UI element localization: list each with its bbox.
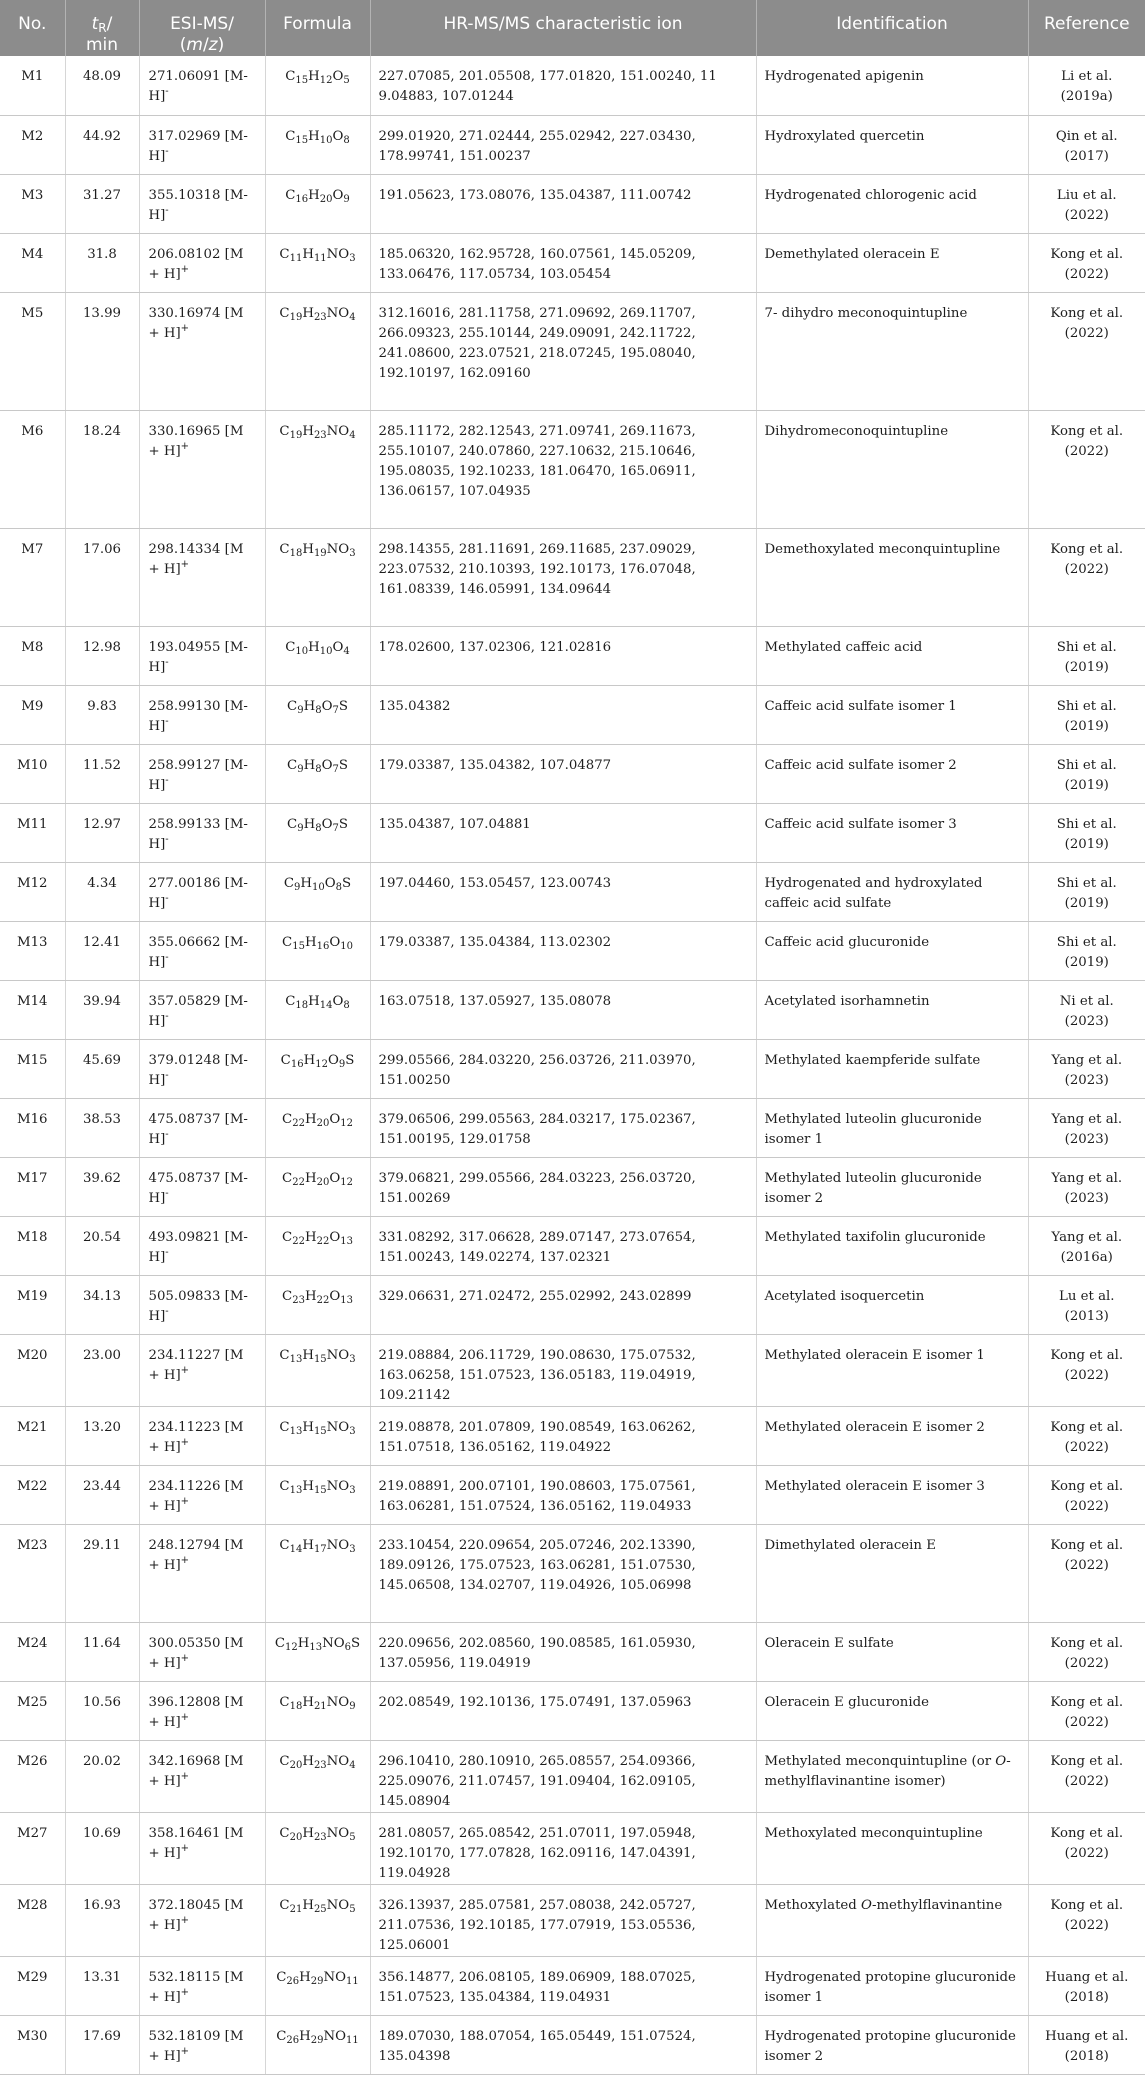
- cell-hrms-ions: 329.06631, 271.02472, 255.02992, 243.02899: [370, 1275, 756, 1334]
- cell-hrms-ions: 326.13937, 285.07581, 257.08038, 242.05727, 211.07536, 192.10185, 177.07919, 153.05536, 125.06001: [370, 1884, 756, 1956]
- cell-no: M19: [0, 1275, 65, 1334]
- cell-formula: $C_{16}H_{12}O_9S$: [265, 1039, 370, 1098]
- cell-esi-ms: 206.08102 [M + H]+: [139, 233, 265, 292]
- cell-identification: Hydroxylated quercetin: [756, 115, 1028, 174]
- cell-hrms-ions: 296.10410, 280.10910, 265.08557, 254.09366, 225.09076, 211.07457, 191.09404, 162.09105, 145.08904: [370, 1740, 756, 1812]
- cell-reference: Shi et al. (2019): [1028, 744, 1145, 803]
- cell-identification: Hydrogenated apigenin: [756, 56, 1028, 115]
- cell-retention-time: 13.99: [65, 292, 139, 410]
- cell-identification: Methylated luteolin glucuronide isomer 1: [756, 1098, 1028, 1157]
- cell-esi-ms: 277.00186 [M-H]-: [139, 862, 265, 921]
- cell-formula: $C_{10}H_{10}O_4$: [265, 626, 370, 685]
- cell-no: M17: [0, 1157, 65, 1216]
- cell-retention-time: 31.27: [65, 174, 139, 233]
- cell-esi-ms: 248.12794 [M + H]+: [139, 1524, 265, 1622]
- cell-reference: Shi et al. (2019): [1028, 862, 1145, 921]
- cell-esi-ms: 396.12808 [M + H]+: [139, 1681, 265, 1740]
- cell-formula: $C_{22}H_{22}O_{13}$: [265, 1216, 370, 1275]
- cell-identification: Methylated taxifolin glucuronide: [756, 1216, 1028, 1275]
- table-row: [0, 1681, 1145, 1740]
- cell-retention-time: 13.20: [65, 1406, 139, 1465]
- header-reference-label: Reference: [1043, 14, 1130, 34]
- cell-formula: $C_{12}H_{13}NO_6S$: [265, 1622, 370, 1681]
- cell-reference: Kong et al. (2022): [1028, 233, 1145, 292]
- cell-identification: Caffeic acid sulfate isomer 2: [756, 744, 1028, 803]
- cell-esi-ms: 234.11226 [M + H]+: [139, 1465, 265, 1524]
- cell-hrms-ions: 185.06320, 162.95728, 160.07561, 145.05209, 133.06476, 117.05734, 103.05454: [370, 233, 756, 292]
- table-row: [0, 410, 1145, 528]
- cell-esi-ms: 493.09821 [M-H]-: [139, 1216, 265, 1275]
- table-row: [0, 862, 1145, 921]
- cell-no: M21: [0, 1406, 65, 1465]
- cell-retention-time: 17.69: [65, 2015, 139, 2074]
- table-row: [0, 1465, 1145, 1524]
- cell-hrms-ions: 219.08891, 200.07101, 190.08603, 175.07561, 163.06281, 151.07524, 136.05162, 119.04933: [370, 1465, 756, 1524]
- cell-formula: $C_{14}H_{17}NO_3$: [265, 1524, 370, 1622]
- cell-formula: $C_{18}H_{21}NO_9$: [265, 1681, 370, 1740]
- cell-identification: Acetylated isorhamnetin: [756, 980, 1028, 1039]
- cell-retention-time: 17.06: [65, 528, 139, 626]
- cell-reference: Kong et al. (2022): [1028, 528, 1145, 626]
- cell-esi-ms: 355.06662 [M-H]-: [139, 921, 265, 980]
- cell-reference: Qin et al. (2017): [1028, 115, 1145, 174]
- table-row: [0, 685, 1145, 744]
- table-row: [0, 115, 1145, 174]
- cell-reference: Yang et al. (2016a): [1028, 1216, 1145, 1275]
- cell-esi-ms: 258.99130 [M-H]-: [139, 685, 265, 744]
- cell-retention-time: 23.00: [65, 1334, 139, 1406]
- cell-identification: Oleracein E sulfate: [756, 1622, 1028, 1681]
- cell-no: M29: [0, 1956, 65, 2015]
- header-esi-label: ESI-MS/ (m/z): [170, 14, 234, 55]
- cell-reference: Yang et al. (2023): [1028, 1039, 1145, 1098]
- cell-retention-time: 44.92: [65, 115, 139, 174]
- cell-no: M13: [0, 921, 65, 980]
- table-row: [0, 1812, 1145, 1884]
- cell-identification: Methylated oleracein E isomer 1: [756, 1334, 1028, 1406]
- cell-identification: Caffeic acid sulfate isomer 3: [756, 803, 1028, 862]
- table-row: [0, 292, 1145, 410]
- table-row: [0, 1275, 1145, 1334]
- cell-no: M2: [0, 115, 65, 174]
- cell-identification: Methylated caffeic acid: [756, 626, 1028, 685]
- table-row: [0, 1740, 1145, 1812]
- cell-identification: Demethoxylated meconquintupline: [756, 528, 1028, 626]
- cell-retention-time: 18.24: [65, 410, 139, 528]
- cell-esi-ms: 532.18109 [M + H]+: [139, 2015, 265, 2074]
- cell-no: M23: [0, 1524, 65, 1622]
- cell-esi-ms: 298.14334 [M + H]+: [139, 528, 265, 626]
- cell-identification: Hydrogenated protopine glucuronide isomer 2: [756, 2015, 1028, 2074]
- cell-no: M15: [0, 1039, 65, 1098]
- cell-retention-time: 12.97: [65, 803, 139, 862]
- cell-esi-ms: 355.10318 [M-H]-: [139, 174, 265, 233]
- cell-identification: Methylated luteolin glucuronide isomer 2: [756, 1157, 1028, 1216]
- table-row: [0, 1098, 1145, 1157]
- table-body: [0, 56, 1145, 2074]
- cell-retention-time: 34.13: [65, 1275, 139, 1334]
- cell-identification: Demethylated oleracein E: [756, 233, 1028, 292]
- cell-reference: Shi et al. (2019): [1028, 921, 1145, 980]
- header-formula: [265, 0, 370, 56]
- table-row: [0, 1884, 1145, 1956]
- cell-hrms-ions: 135.04382: [370, 685, 756, 744]
- cell-hrms-ions: 281.08057, 265.08542, 251.07011, 197.05948, 192.10170, 177.07828, 162.09116, 147.04391, 119.04928: [370, 1812, 756, 1884]
- cell-retention-time: 4.34: [65, 862, 139, 921]
- cell-no: M7: [0, 528, 65, 626]
- table-header-row: [0, 0, 1145, 56]
- cell-esi-ms: 532.18115 [M + H]+: [139, 1956, 265, 2015]
- cell-retention-time: 48.09: [65, 56, 139, 115]
- cell-formula: $C_{19}H_{23}NO_4$: [265, 292, 370, 410]
- cell-retention-time: 10.69: [65, 1812, 139, 1884]
- cell-esi-ms: 234.11223 [M + H]+: [139, 1406, 265, 1465]
- cell-identification: Methylated meconquintupline (or O-methylflavinantine isomer): [756, 1740, 1028, 1812]
- cell-esi-ms: 330.16974 [M + H]+: [139, 292, 265, 410]
- cell-hrms-ions: 178.02600, 137.02306, 121.02816: [370, 626, 756, 685]
- cell-hrms-ions: 227.07085, 201.05508, 177.01820, 151.00240, 11 9.04883, 107.01244: [370, 56, 756, 115]
- cell-formula: $C_{19}H_{23}NO_4$: [265, 410, 370, 528]
- cell-no: M16: [0, 1098, 65, 1157]
- cell-no: M4: [0, 233, 65, 292]
- cell-identification: Methylated oleracein E isomer 2: [756, 1406, 1028, 1465]
- cell-esi-ms: 300.05350 [M + H]+: [139, 1622, 265, 1681]
- cell-identification: Hydrogenated chlorogenic acid: [756, 174, 1028, 233]
- cell-reference: Kong et al. (2022): [1028, 1740, 1145, 1812]
- cell-reference: Kong et al. (2022): [1028, 1884, 1145, 1956]
- cell-formula: $C_9H_8O_7S$: [265, 744, 370, 803]
- header-esi-ms: [139, 0, 265, 56]
- cell-formula: $C_{21}H_{25}NO_5$: [265, 1884, 370, 1956]
- cell-reference: Kong et al. (2022): [1028, 1406, 1145, 1465]
- cell-esi-ms: 271.06091 [M-H]-: [139, 56, 265, 115]
- cell-no: M12: [0, 862, 65, 921]
- cell-retention-time: 38.53: [65, 1098, 139, 1157]
- cell-retention-time: 20.02: [65, 1740, 139, 1812]
- cell-hrms-ions: 331.08292, 317.06628, 289.07147, 273.07654, 151.00243, 149.02274, 137.02321: [370, 1216, 756, 1275]
- cell-identification: Dihydromeconoquintupline: [756, 410, 1028, 528]
- cell-no: M26: [0, 1740, 65, 1812]
- header-hrms-label: HR-MS/MS characteristic ion: [443, 14, 683, 34]
- cell-retention-time: 39.94: [65, 980, 139, 1039]
- cell-no: M22: [0, 1465, 65, 1524]
- cell-formula: $C_{15}H_{16}O_{10}$: [265, 921, 370, 980]
- cell-hrms-ions: 191.05623, 173.08076, 135.04387, 111.00742: [370, 174, 756, 233]
- cell-formula: $C_{22}H_{20}O_{12}$: [265, 1157, 370, 1216]
- cell-no: M8: [0, 626, 65, 685]
- cell-esi-ms: 330.16965 [M + H]+: [139, 410, 265, 528]
- cell-no: M3: [0, 174, 65, 233]
- cell-no: M10: [0, 744, 65, 803]
- cell-formula: $C_{26}H_{29}NO_{11}$: [265, 1956, 370, 2015]
- cell-formula: $C_9H_{10}O_8S$: [265, 862, 370, 921]
- cell-esi-ms: 193.04955 [M-H]-: [139, 626, 265, 685]
- cell-reference: Li et al. (2019a): [1028, 56, 1145, 115]
- cell-formula: $C_{20}H_{23}NO_4$: [265, 1740, 370, 1812]
- cell-esi-ms: 234.11227 [M + H]+: [139, 1334, 265, 1406]
- cell-formula: $C_9H_8O_7S$: [265, 803, 370, 862]
- cell-reference: Shi et al. (2019): [1028, 626, 1145, 685]
- cell-retention-time: 11.52: [65, 744, 139, 803]
- cell-retention-time: 29.11: [65, 1524, 139, 1622]
- cell-esi-ms: 258.99127 [M-H]-: [139, 744, 265, 803]
- table-row: [0, 174, 1145, 233]
- cell-no: M11: [0, 803, 65, 862]
- cell-reference: Kong et al. (2022): [1028, 1622, 1145, 1681]
- cell-reference: Kong et al. (2022): [1028, 292, 1145, 410]
- cell-hrms-ions: 299.01920, 271.02444, 255.02942, 227.03430, 178.99741, 151.00237: [370, 115, 756, 174]
- cell-hrms-ions: 135.04387, 107.04881: [370, 803, 756, 862]
- cell-esi-ms: 357.05829 [M-H]-: [139, 980, 265, 1039]
- header-no-label: No.: [18, 14, 47, 34]
- cell-reference: Kong et al. (2022): [1028, 1524, 1145, 1622]
- cell-retention-time: 31.8: [65, 233, 139, 292]
- header-formula-label: Formula: [283, 14, 352, 34]
- cell-identification: Methylated oleracein E isomer 3: [756, 1465, 1028, 1524]
- cell-no: M5: [0, 292, 65, 410]
- table-row: [0, 2015, 1145, 2074]
- cell-identification: 7- dihydro meconoquintupline: [756, 292, 1028, 410]
- cell-retention-time: 11.64: [65, 1622, 139, 1681]
- cell-formula: $C_{13}H_{15}NO_3$: [265, 1465, 370, 1524]
- cell-esi-ms: 258.99133 [M-H]-: [139, 803, 265, 862]
- cell-reference: Yang et al. (2023): [1028, 1098, 1145, 1157]
- cell-no: M1: [0, 56, 65, 115]
- cell-hrms-ions: 285.11172, 282.12543, 271.09741, 269.11673, 255.10107, 240.07860, 227.10632, 215.10646, 195.08035, 192.10233, 181.06470, 165.06911, 136.06157, 107.04935: [370, 410, 756, 528]
- header-identification-label: Identification: [836, 14, 948, 34]
- table-row: [0, 1956, 1145, 2015]
- cell-hrms-ions: 163.07518, 137.05927, 135.08078: [370, 980, 756, 1039]
- cell-esi-ms: 358.16461 [M + H]+: [139, 1812, 265, 1884]
- cell-esi-ms: 342.16968 [M + H]+: [139, 1740, 265, 1812]
- cell-hrms-ions: 233.10454, 220.09654, 205.07246, 202.13390, 189.09126, 175.07523, 163.06281, 151.07530, 145.06508, 134.02707, 119.04926, 105.06998: [370, 1524, 756, 1622]
- cell-identification: Hydrogenated and hydroxylated caffeic acid sulfate: [756, 862, 1028, 921]
- cell-no: M18: [0, 1216, 65, 1275]
- cell-formula: $C_{18}H_{14}O_8$: [265, 980, 370, 1039]
- cell-no: M25: [0, 1681, 65, 1740]
- header-identification: [756, 0, 1028, 56]
- table-row: [0, 1524, 1145, 1622]
- cell-hrms-ions: 220.09656, 202.08560, 190.08585, 161.05930, 137.05956, 119.04919: [370, 1622, 756, 1681]
- cell-identification: Methoxylated O-methylflavinantine: [756, 1884, 1028, 1956]
- cell-formula: $C_{22}H_{20}O_{12}$: [265, 1098, 370, 1157]
- cell-retention-time: 12.41: [65, 921, 139, 980]
- cell-no: M30: [0, 2015, 65, 2074]
- cell-no: M27: [0, 1812, 65, 1884]
- cell-hrms-ions: 179.03387, 135.04384, 113.02302: [370, 921, 756, 980]
- table-row: [0, 56, 1145, 115]
- cell-identification: Dimethylated oleracein E: [756, 1524, 1028, 1622]
- cell-hrms-ions: 299.05566, 284.03220, 256.03726, 211.03970, 151.00250: [370, 1039, 756, 1098]
- table-row: [0, 1216, 1145, 1275]
- cell-identification: Methoxylated meconquintupline: [756, 1812, 1028, 1884]
- cell-reference: Huang et al. (2018): [1028, 1956, 1145, 2015]
- cell-esi-ms: 317.02969 [M-H]-: [139, 115, 265, 174]
- cell-hrms-ions: 356.14877, 206.08105, 189.06909, 188.07025, 151.07523, 135.04384, 119.04931: [370, 1956, 756, 2015]
- cell-formula: $C_{11}H_{11}NO_3$: [265, 233, 370, 292]
- cell-reference: Shi et al. (2019): [1028, 685, 1145, 744]
- table-row: [0, 744, 1145, 803]
- cell-identification: Acetylated isoquercetin: [756, 1275, 1028, 1334]
- table-row: [0, 626, 1145, 685]
- cell-esi-ms: 372.18045 [M + H]+: [139, 1884, 265, 1956]
- cell-identification: Caffeic acid sulfate isomer 1: [756, 685, 1028, 744]
- cell-formula: $C_9H_8O_7S$: [265, 685, 370, 744]
- cell-reference: Kong et al. (2022): [1028, 1334, 1145, 1406]
- cell-no: M14: [0, 980, 65, 1039]
- cell-no: M24: [0, 1622, 65, 1681]
- cell-hrms-ions: 189.07030, 188.07054, 165.05449, 151.07524, 135.04398: [370, 2015, 756, 2074]
- cell-esi-ms: 505.09833 [M-H]-: [139, 1275, 265, 1334]
- cell-retention-time: 9.83: [65, 685, 139, 744]
- cell-hrms-ions: 219.08878, 201.07809, 190.08549, 163.06262, 151.07518, 136.05162, 119.04922: [370, 1406, 756, 1465]
- cell-reference: Kong et al. (2022): [1028, 1812, 1145, 1884]
- cell-retention-time: 23.44: [65, 1465, 139, 1524]
- cell-esi-ms: 475.08737 [M-H]-: [139, 1098, 265, 1157]
- table-row: [0, 1334, 1145, 1406]
- cell-formula: $C_{15}H_{12}O_5$: [265, 56, 370, 115]
- cell-reference: Huang et al. (2018): [1028, 2015, 1145, 2074]
- cell-no: M6: [0, 410, 65, 528]
- cell-reference: Lu et al. (2013): [1028, 1275, 1145, 1334]
- cell-reference: Yang et al. (2023): [1028, 1157, 1145, 1216]
- cell-reference: Kong et al. (2022): [1028, 1681, 1145, 1740]
- cell-hrms-ions: 219.08884, 206.11729, 190.08630, 175.07532, 163.06258, 151.07523, 136.05183, 119.04919, 109.21142: [370, 1334, 756, 1406]
- cell-hrms-ions: 379.06821, 299.05566, 284.03223, 256.03720, 151.00269: [370, 1157, 756, 1216]
- cell-retention-time: 20.54: [65, 1216, 139, 1275]
- table-row: [0, 233, 1145, 292]
- table-row: [0, 921, 1145, 980]
- cell-no: M28: [0, 1884, 65, 1956]
- cell-hrms-ions: 179.03387, 135.04382, 107.04877: [370, 744, 756, 803]
- table-row: [0, 980, 1145, 1039]
- cell-esi-ms: 379.01248 [M-H]-: [139, 1039, 265, 1098]
- table-row: [0, 1406, 1145, 1465]
- cell-reference: Ni et al. (2023): [1028, 980, 1145, 1039]
- header-tr-label: $t_R/$ min: [85, 14, 119, 55]
- cell-retention-time: 45.69: [65, 1039, 139, 1098]
- cell-identification: Methylated kaempferide sulfate: [756, 1039, 1028, 1098]
- cell-hrms-ions: 197.04460, 153.05457, 123.00743: [370, 862, 756, 921]
- cell-hrms-ions: 379.06506, 299.05563, 284.03217, 175.02367, 151.00195, 129.01758: [370, 1098, 756, 1157]
- table-row: [0, 803, 1145, 862]
- cell-retention-time: 10.56: [65, 1681, 139, 1740]
- cell-retention-time: 16.93: [65, 1884, 139, 1956]
- header-no: [0, 0, 65, 56]
- cell-esi-ms: 475.08737 [M-H]-: [139, 1157, 265, 1216]
- cell-retention-time: 39.62: [65, 1157, 139, 1216]
- table-row: [0, 1622, 1145, 1681]
- header-reference: [1028, 0, 1145, 56]
- cell-hrms-ions: 312.16016, 281.11758, 271.09692, 269.11707, 266.09323, 255.10144, 249.09091, 242.11722, 241.08600, 223.07521, 218.07245, 195.08040, 192.10197, 162.09160: [370, 292, 756, 410]
- cell-retention-time: 12.98: [65, 626, 139, 685]
- cell-retention-time: 13.31: [65, 1956, 139, 2015]
- cell-formula: $C_{16}H_{20}O_9$: [265, 174, 370, 233]
- cell-hrms-ions: 298.14355, 281.11691, 269.11685, 237.09029, 223.07532, 210.10393, 192.10173, 176.07048, 161.08339, 146.05991, 134.09644: [370, 528, 756, 626]
- cell-identification: Caffeic acid glucuronide: [756, 921, 1028, 980]
- cell-formula: $C_{13}H_{15}NO_3$: [265, 1406, 370, 1465]
- cell-formula: $C_{15}H_{10}O_8$: [265, 115, 370, 174]
- cell-identification: Hydrogenated protopine glucuronide isomer 1: [756, 1956, 1028, 2015]
- cell-hrms-ions: 202.08549, 192.10136, 175.07491, 137.05963: [370, 1681, 756, 1740]
- cell-no: M9: [0, 685, 65, 744]
- header-retention-time: [65, 0, 139, 56]
- cell-reference: Kong et al. (2022): [1028, 1465, 1145, 1524]
- cell-identification: Oleracein E glucuronide: [756, 1681, 1028, 1740]
- table-row: [0, 1157, 1145, 1216]
- cell-formula: $C_{20}H_{23}NO_5$: [265, 1812, 370, 1884]
- cell-formula: $C_{13}H_{15}NO_3$: [265, 1334, 370, 1406]
- table-row: [0, 1039, 1145, 1098]
- cell-no: M20: [0, 1334, 65, 1406]
- header-hrms-ions: [370, 0, 756, 56]
- cell-reference: Kong et al. (2022): [1028, 410, 1145, 528]
- table-row: [0, 528, 1145, 626]
- cell-reference: Liu et al. (2022): [1028, 174, 1145, 233]
- cell-reference: Shi et al. (2019): [1028, 803, 1145, 862]
- cell-formula: $C_{23}H_{22}O_{13}$: [265, 1275, 370, 1334]
- cell-formula: $C_{26}H_{29}NO_{11}$: [265, 2015, 370, 2074]
- cell-formula: $C_{18}H_{19}NO_3$: [265, 528, 370, 626]
